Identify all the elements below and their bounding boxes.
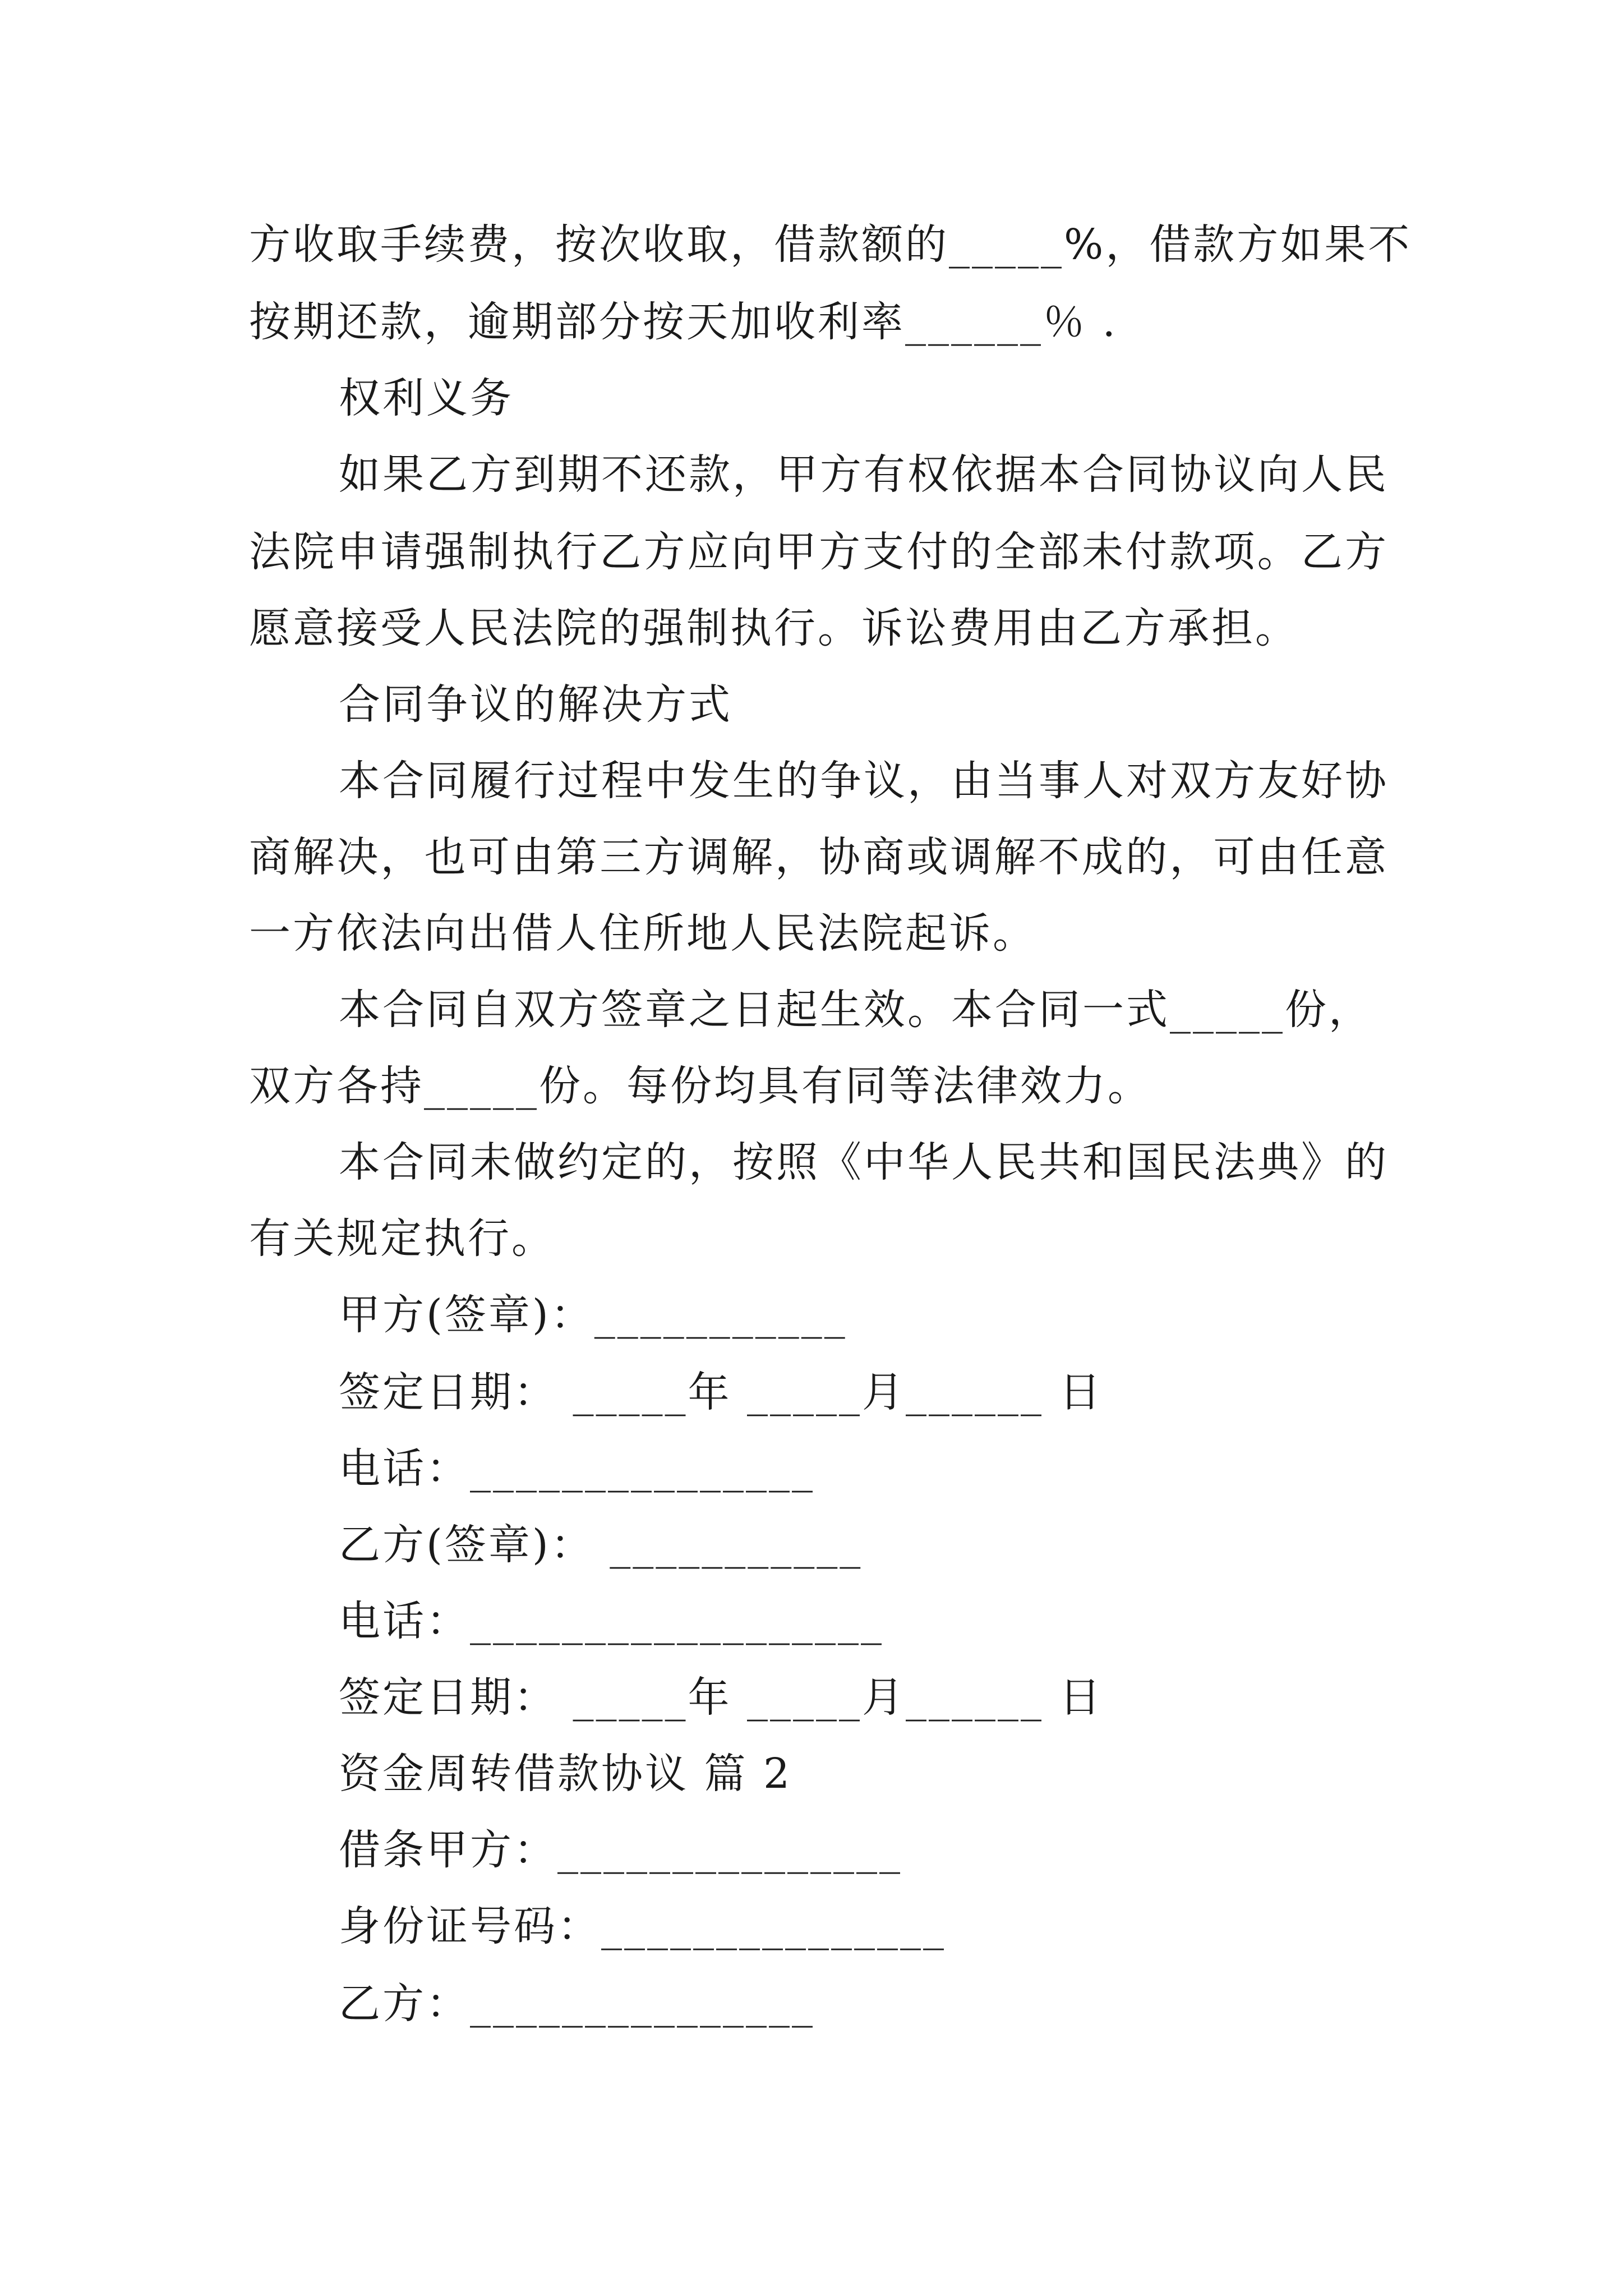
text-line-8: 本合同履行过程中发生的争议，由当事人对双方友好协 [339, 757, 1389, 805]
text-line-1: 方收取手续费，按次收取，借款额的_____%，借款方如果不 [249, 220, 1412, 269]
text-line-10: 一方依法向出借人住所地人民法院起诉。 [249, 909, 1036, 958]
sign-date-a: 签定日期： _____年 _____月______ 日 [339, 1368, 1103, 1416]
sign-date-b: 签定日期： _____年 _____月______ 日 [339, 1673, 1103, 1722]
id-number: 身份证号码：_______________ [339, 1902, 946, 1950]
text-line-14: 有关规定执行。 [249, 1214, 555, 1263]
text-line-5: 法院申请强制执行乙方应向甲方支付的全部未付款项。乙方 [249, 528, 1389, 576]
text-line-12: 双方各持_____份。每份均具有同等法律效力。 [249, 1062, 1151, 1110]
text-line-13: 本合同未做约定的，按照《中华人民共和国民法典》的 [339, 1138, 1389, 1186]
borrower-party-a: 借条甲方：_______________ [339, 1826, 902, 1874]
agreement-title-part-2: 资金周转借款协议 篇 2 [339, 1750, 792, 1798]
text-line-9: 商解决，也可由第三方调解，协商或调解不成的，可由任意 [249, 833, 1389, 881]
phone-b: 电话：__________________ [339, 1597, 884, 1645]
party-b-signature: 乙方(签章)： ___________ [339, 1521, 863, 1569]
section-heading-dispute: 合同争议的解决方式 [339, 680, 732, 729]
phone-a: 电话：_______________ [339, 1444, 815, 1493]
party-b: 乙方：_______________ [339, 1980, 815, 2028]
party-a-signature: 甲方(签章)：___________ [339, 1291, 847, 1339]
text-line-2: 按期还款，逾期部分按天加收利率______％ . [249, 298, 1118, 346]
text-line-4: 如果乙方到期不还款，甲方有权依据本合同协议向人民 [339, 450, 1389, 499]
text-line-6: 愿意接受人民法院的强制执行。诉讼费用由乙方承担。 [249, 604, 1299, 652]
section-heading-rights: 权利义务 [339, 374, 514, 422]
text-line-11: 本合同自双方签章之日起生效。本合同一式_____份， [339, 986, 1372, 1034]
